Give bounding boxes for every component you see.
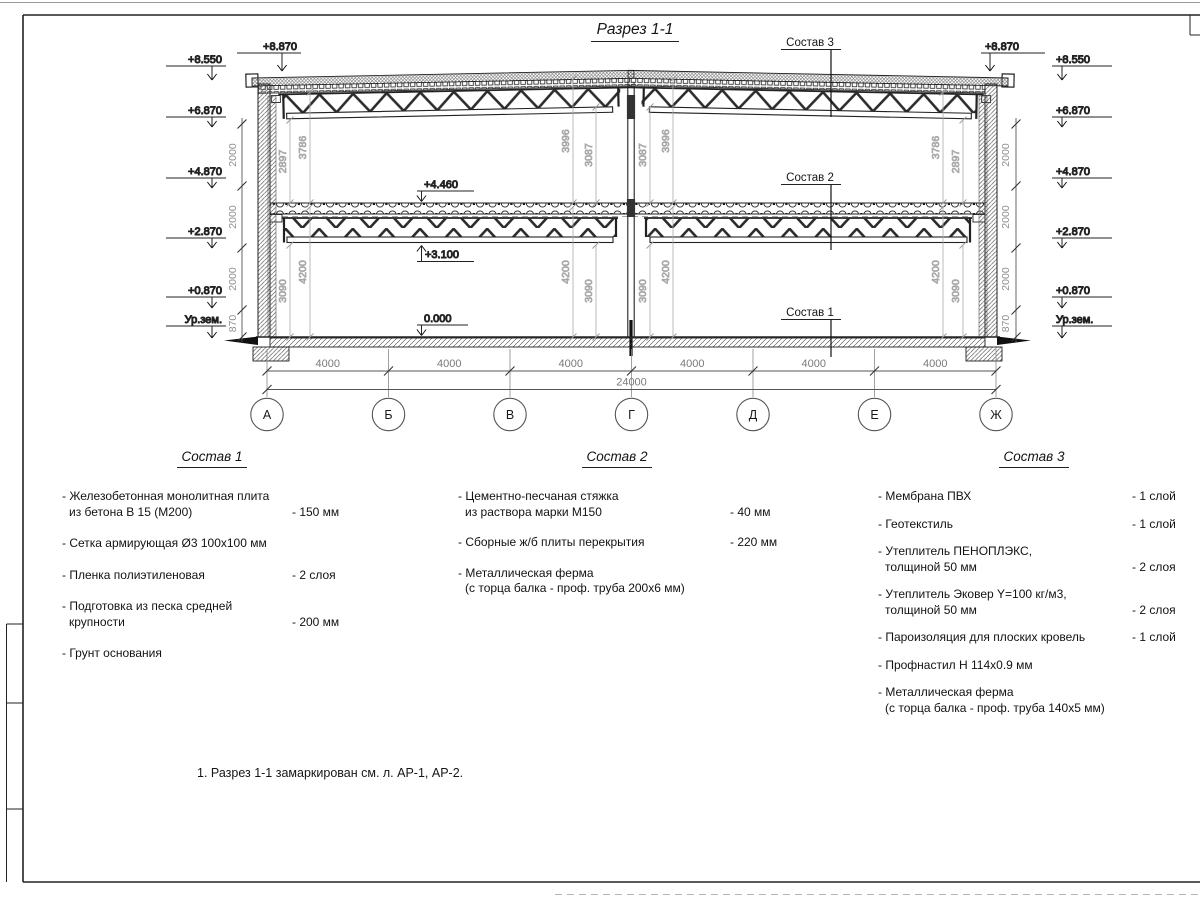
item-text: - Утеплитель ПЕНОПЛЭКС, толщиной 50 мм (878, 544, 1033, 574)
wall-right (979, 84, 997, 337)
leader-label: Состав 3 (786, 37, 834, 49)
elevation-label: +0.870 (188, 285, 222, 297)
dim-label: 870 (1000, 314, 1012, 333)
floor-truss-left (270, 215, 618, 243)
composition-3-item (878, 630, 1190, 646)
dim-label: 2897 (277, 149, 289, 174)
dim-label: 4000 (923, 358, 948, 370)
elevation-label: +3.100 (425, 249, 459, 261)
elevation-label: +4.870 (1056, 166, 1090, 178)
item-text: - Утеплитель Эковер Y=100 кг/м3, толщиной 50 мм (878, 587, 1067, 617)
axis-label: А (262, 408, 272, 422)
item-text: - Цементно-песчаная стяжка из раствора марки М150 (458, 489, 619, 519)
item-text: - Мембрана ПВХ (878, 489, 972, 503)
dim-label: 2000 (227, 143, 239, 167)
item-text: - Профнастил Н 114х0.9 мм (878, 657, 1033, 672)
elevation-label: Ур.зем. (184, 314, 222, 326)
dim-label: 2000 (227, 205, 239, 229)
item-value: - 40 мм (730, 504, 771, 519)
composition-1-header (62, 449, 362, 468)
composition-3-item (878, 517, 1190, 533)
item-text: - Железобетонная монолитная плита из бетона В 15 (М200) (62, 489, 270, 519)
elevation-floor2-top (417, 179, 474, 202)
composition-3-item (878, 658, 1190, 674)
elevation-label: Ур.зем. (1056, 314, 1094, 326)
elevation-marks-right (1052, 54, 1112, 338)
dim-label: 4000 (315, 358, 340, 370)
composition-1-item (62, 646, 362, 662)
sheet-note: 1. Разрез 1-1 замаркирован см. л. АР-1, АР-2. (197, 766, 464, 780)
axis-label: Б (384, 408, 393, 422)
dim-label: 4200 (930, 260, 942, 284)
drawing-title-text: Разрез 1-1 (591, 21, 680, 42)
dim-label: 3087 (583, 143, 595, 167)
dim-label: 3087 (637, 143, 649, 167)
composition-1-item (62, 599, 362, 630)
dim-label: 4000 (801, 358, 826, 370)
dim-label: 3090 (950, 279, 962, 303)
item-value: - 1 слой (1132, 489, 1176, 503)
item-value: - 200 мм (292, 614, 340, 629)
dim-label: 2000 (1000, 143, 1012, 167)
dim-chain-wall-right (1000, 118, 1021, 342)
dim-label: 3786 (297, 135, 309, 160)
dim-label: 4200 (297, 260, 309, 284)
composition-3-header (878, 449, 1190, 468)
dim-label: 2897 (950, 149, 962, 174)
dim-label: 3786 (930, 135, 942, 160)
item-value: - 1 слой (1132, 516, 1176, 531)
item-text: - Подготовка из песка средней крупности (62, 599, 233, 629)
item-value: - 2 слоя (1132, 559, 1176, 574)
composition-2-title: Состав 2 (582, 449, 653, 468)
roof-left (246, 66, 635, 119)
dim-chain-wall-left (227, 118, 247, 342)
leader-label: Состав 2 (786, 172, 834, 184)
composition-2-item (458, 566, 776, 597)
dim-label: 4200 (560, 260, 572, 284)
composition-3-item (878, 587, 1190, 618)
item-value: - 150 мм (292, 504, 340, 519)
elevation-label: +8.550 (188, 54, 222, 66)
elevation-zero (417, 313, 468, 336)
elevation-marks-left (166, 54, 226, 338)
item-text: - Пароизоляция для плоских кровель (878, 630, 1086, 644)
axis-label: Е (870, 408, 879, 422)
middle-column (627, 86, 635, 356)
item-text: - Пленка полиэтиленовая (62, 567, 205, 582)
ground-level-flag-right (997, 337, 1031, 346)
elevation-label: +6.870 (1056, 105, 1090, 117)
dim-label-total: 24000 (616, 376, 647, 389)
elevation-label: +2.870 (1056, 226, 1090, 238)
composition-2 (458, 449, 776, 612)
item-text: - Геотекстиль (878, 516, 953, 531)
axis-label: В (505, 408, 515, 422)
elevation-label: +6.870 (188, 105, 222, 117)
composition-1-item (62, 489, 362, 520)
dim-label: 4200 (660, 260, 672, 284)
composition-3-item (878, 685, 1190, 716)
composition-1-item (62, 568, 362, 584)
composition-3 (878, 449, 1190, 728)
composition-3-item (878, 544, 1190, 575)
item-text: - Металлическая ферма (с торца балка - проф. труба 140х5 мм) (878, 685, 1105, 715)
ground-slab (224, 337, 1031, 362)
elevation-truss-bottom (417, 246, 474, 262)
elevation-label: +8.550 (1056, 54, 1090, 66)
roof-right (627, 66, 1014, 119)
dim-label: 4000 (680, 358, 705, 370)
dim-label: 4000 (437, 358, 462, 370)
composition-3-title: Состав 3 (999, 449, 1070, 468)
item-text: - Грунт основания (62, 646, 162, 660)
elevation-label: +0.870 (1056, 285, 1090, 297)
leader-sostav1 (781, 307, 841, 357)
dim-label: 3996 (660, 129, 672, 153)
dim-label: 3090 (583, 279, 595, 303)
composition-1 (62, 449, 362, 678)
dim-label: 2000 (1000, 205, 1012, 229)
dim-label: 2000 (1000, 267, 1012, 291)
item-text: - Сетка армирующая Ø3 100х100 мм (62, 536, 267, 550)
leader-label: Состав 1 (786, 307, 834, 319)
axis-label: Г (628, 408, 635, 422)
elevation-label: 0.000 (424, 313, 452, 325)
axis-label: Ж (990, 408, 1002, 422)
dim-chain-bays (263, 349, 1001, 397)
axis-label: Д (748, 408, 758, 422)
composition-3-item (878, 489, 1190, 505)
axis-bubbles (251, 398, 1012, 430)
item-text: - Металлическая ферма (с торца балка - проф. труба 200х6 мм) (458, 565, 685, 595)
elevation-label: +8.870 (263, 41, 297, 53)
dim-label: 3090 (637, 279, 649, 303)
wall-left (258, 84, 276, 337)
dim-label: 870 (227, 314, 239, 333)
elevation-label: +2.870 (188, 226, 222, 238)
item-value: - 220 мм (730, 535, 778, 549)
dim-label: 4000 (558, 358, 583, 370)
dim-label: 2000 (227, 267, 239, 291)
elevation-parapet-left (237, 41, 301, 71)
drawing-title (540, 21, 730, 42)
elevation-label: +4.870 (188, 166, 222, 178)
composition-2-item (458, 489, 776, 520)
item-value: - 1 слой (1132, 630, 1176, 644)
floor-truss-right (644, 215, 985, 243)
item-value: - 2 слоя (292, 567, 336, 582)
item-value: - 2 слоя (1132, 602, 1176, 617)
elevation-parapet-right (981, 41, 1045, 71)
dim-label: 3090 (277, 279, 289, 303)
elevation-label: +8.870 (985, 41, 1019, 53)
item-text: - Сборные ж/б плиты перекрытия (458, 535, 645, 549)
composition-2-header (458, 449, 776, 468)
composition-1-item (62, 536, 362, 552)
dim-label: 3996 (560, 129, 572, 153)
elevation-label: +4.460 (424, 179, 458, 191)
composition-2-item (458, 535, 776, 551)
composition-1-title: Состав 1 (177, 449, 248, 468)
